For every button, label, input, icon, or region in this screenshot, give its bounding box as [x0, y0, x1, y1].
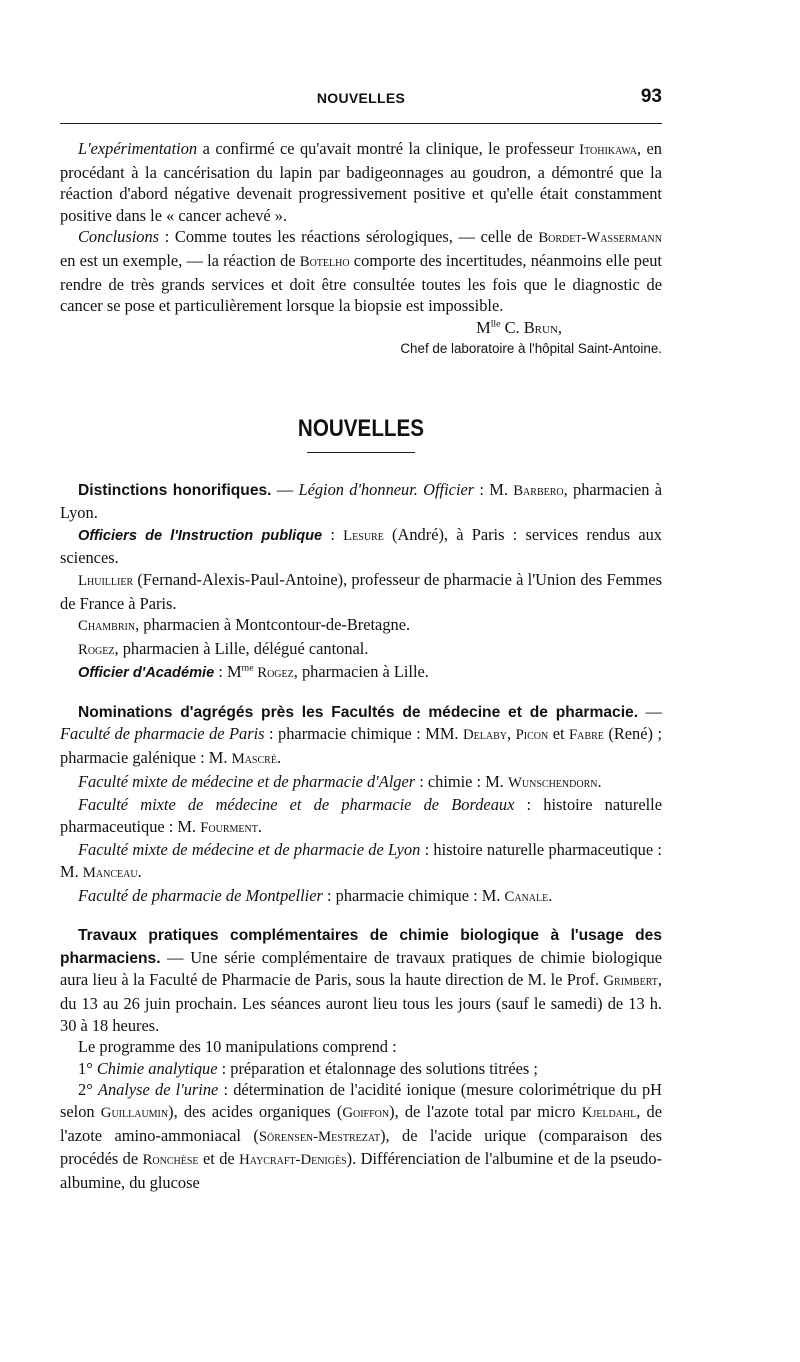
person-name: Sörensen-Mestrezat: [258, 1128, 381, 1145]
section-heading: Travaux pratiques complémentaires de chimie biologique à l'usage des pharmaciens.: [60, 927, 662, 967]
text-run: , pharmacien à Lyon.: [60, 479, 662, 523]
text-run: : M.: [474, 479, 514, 499]
distinctions-paragraph: [60, 569, 662, 614]
text-run: , pharmacien à Montcontour-de-Bretagne.: [135, 615, 411, 635]
person-name: Fourment: [200, 819, 258, 836]
distinctions-paragraph: [60, 661, 662, 685]
text-run: et de: [198, 1149, 240, 1169]
text-run: .: [597, 771, 602, 791]
header-rule: [60, 123, 662, 124]
text-run: : histoire naturelle pharmaceutique : M.: [60, 840, 662, 882]
text-run: ,: [506, 724, 516, 744]
text-run: ), de l'azote total par micro: [389, 1101, 582, 1121]
text-run: —: [271, 479, 299, 499]
text-run: , pharmacien à Lille, délégué cantonal.: [114, 638, 369, 658]
text-run: .: [276, 748, 282, 768]
distinctions-paragraph: [60, 614, 662, 638]
text-run: : pharmacie chimique : M.: [322, 885, 505, 905]
signature-prefix: M: [476, 317, 491, 337]
text-run: : M: [214, 662, 242, 682]
person-name: Wunschendorn: [507, 774, 598, 791]
text-run: (André), à Paris : services rendus aux sciences.: [60, 524, 663, 568]
text-run: en est un exemple, — la réaction de: [60, 250, 300, 270]
award-title: Officiers de l'Instruction publique: [78, 527, 323, 544]
program-item: [60, 1058, 662, 1080]
person-name: Lhuillier: [78, 572, 134, 589]
person-name: Rogez: [253, 665, 294, 682]
person-name: Grimbert: [603, 973, 658, 990]
text-run: ), des acides organiques (: [168, 1101, 343, 1121]
text-run: —: [638, 701, 662, 721]
distinctions-paragraph: [60, 479, 662, 524]
person-name: Itohikawa: [579, 142, 637, 158]
person-name: Haycraft-Denigès: [239, 1152, 347, 1169]
text-run: : détermination de l'acidité ionique (mesure colorimétrique du pH selon: [60, 1080, 662, 1121]
text-run: ). Différenciation de l'albumine et de la pseudo-albumine, du glucose: [60, 1149, 663, 1192]
lead-word: L'expérimentation: [78, 139, 198, 158]
lead-word: Conclusions: [78, 227, 160, 247]
person-name: Manceau: [82, 865, 138, 882]
person-name: Chambrin: [78, 618, 136, 635]
text-run: — Une série complémentaire de travaux pratiques de chimie biologique aura lieu à la Faculté de Pharmacie de Paris, sous la haute direction de M. le Prof.: [60, 947, 662, 990]
person-name: Picon: [515, 727, 549, 744]
faculty-name: Faculté mixte de médecine et de pharmacie de Bordeaux: [78, 795, 515, 815]
person-name: Fabre: [569, 727, 604, 744]
person-name: Barbero: [513, 482, 564, 499]
nominations-paragraph: [60, 771, 662, 795]
signature-sup: lle: [490, 318, 501, 330]
text-run: ), de l'acide urique (comparaison des procédés de: [60, 1125, 662, 1169]
person-name: Canale: [504, 888, 549, 905]
text-run: et: [548, 724, 570, 744]
person-name: Guillaumin: [100, 1104, 169, 1121]
page-number: 93: [640, 86, 662, 107]
item-number: 1°: [78, 1058, 97, 1078]
text-run: , en procédant à la cancérisation du lapin par badigeonnages au goudron, a démontré que la réaction d'abord négative devenait progressivement positive et qu'elle était constamment positive dans le « cancer achevé ».: [60, 139, 662, 225]
text-run: a confirmé ce qu'avait montré la clinique, le professeur: [197, 139, 580, 158]
text-run: .: [548, 885, 553, 905]
travaux-paragraph: [60, 924, 662, 1036]
person-name: Botelho: [299, 253, 350, 270]
nominations-paragraph: [60, 839, 662, 884]
person-name: Mascré: [231, 751, 277, 768]
body-text: [60, 138, 662, 1193]
faculty-name: Faculté mixte de médecine et de pharmacie de Lyon: [78, 840, 421, 860]
running-head: NOUVELLES: [316, 90, 406, 106]
signature: [60, 317, 662, 339]
person-name: Goiffon: [342, 1104, 390, 1121]
program-item: [60, 1079, 662, 1193]
article-paragraph-conclusions: [60, 226, 662, 316]
item-title: Analyse de l'urine: [97, 1080, 219, 1100]
page-header: [60, 86, 662, 114]
distinctions-paragraph: [60, 524, 662, 569]
distinctions-paragraph: [60, 638, 662, 662]
person-name: Kjeldahl: [581, 1104, 637, 1121]
person-name: Ronchèse: [142, 1152, 199, 1169]
text-run: : chimie : M.: [415, 771, 508, 791]
text-run: , de l'azote amino-ammoniacal (: [60, 1101, 662, 1145]
faculty-name: Faculté de pharmacie de Montpellier: [78, 885, 323, 905]
signature-title: Chef de laboratoire à l'hôpital Saint-Antoine.: [400, 341, 662, 357]
award-title: Légion d'honneur. Officier: [298, 479, 475, 499]
text-run: : pharmacie chimique : MM.: [264, 724, 463, 744]
travaux-paragraph: Le programme des 10 manipulations comprend :: [78, 1037, 397, 1057]
section-title: NOUVELLES: [297, 414, 425, 442]
item-number: 2°: [78, 1080, 98, 1100]
person-name: Lesure: [343, 527, 384, 544]
nominations-paragraph: [60, 885, 662, 909]
faculty-name: Faculté de pharmacie de Paris: [60, 724, 265, 744]
text-run: , pharmacien à Lille.: [293, 662, 429, 682]
text-run: : histoire naturelle pharmaceutique : M.: [60, 795, 662, 836]
section-heading: Nominations d'agrégés près les Facultés de médecine et de pharmacie.: [78, 703, 639, 721]
faculty-name: Faculté mixte de médecine et de pharmacie d'Alger: [78, 771, 416, 791]
person-name: Bordet-Wassermann: [538, 230, 662, 247]
section-heading: Distinctions honorifiques.: [78, 481, 272, 499]
text-run: (Fernand-Alexis-Paul-Antoine), professeur de pharmacie à l'Union des Femmes de France à Paris.: [60, 569, 662, 613]
person-name: Delaby: [463, 727, 507, 744]
text-run: , du 13 au 26 juin prochain. Les séances auront lieu tous les jours (sauf le samedi) de 13 h. 30 à 18 heures.: [60, 970, 662, 1035]
item-title: Chimie analytique: [96, 1058, 218, 1078]
text-run: (René) ; pharmacie galénique : M.: [60, 724, 662, 768]
text-run: :: [322, 524, 344, 544]
nominations-paragraph: [60, 701, 662, 771]
text-run: : Comme toutes les réactions sérologiques, — celle de: [159, 227, 539, 247]
text-run: .: [257, 816, 262, 836]
signature-name: C. Brun,: [500, 317, 562, 337]
text-run: .: [137, 862, 142, 882]
text-run: comporte des incertitudes, néanmoins elle peut rendre de très grands services et doit être consultée toutes les fois que le diagnostic de cancer se pose et particulièrement lorsque la biopsie est impossible.: [60, 250, 662, 316]
title-sup: me: [241, 662, 254, 674]
article-paragraph-experimentation: [60, 138, 662, 226]
award-title: Officier d'Académie: [78, 665, 215, 682]
person-name: Rogez: [78, 641, 115, 658]
text-run: : préparation et étalonnage des solutions titrées ;: [217, 1058, 538, 1078]
nominations-paragraph: [60, 794, 662, 839]
section-rule: [307, 452, 415, 453]
